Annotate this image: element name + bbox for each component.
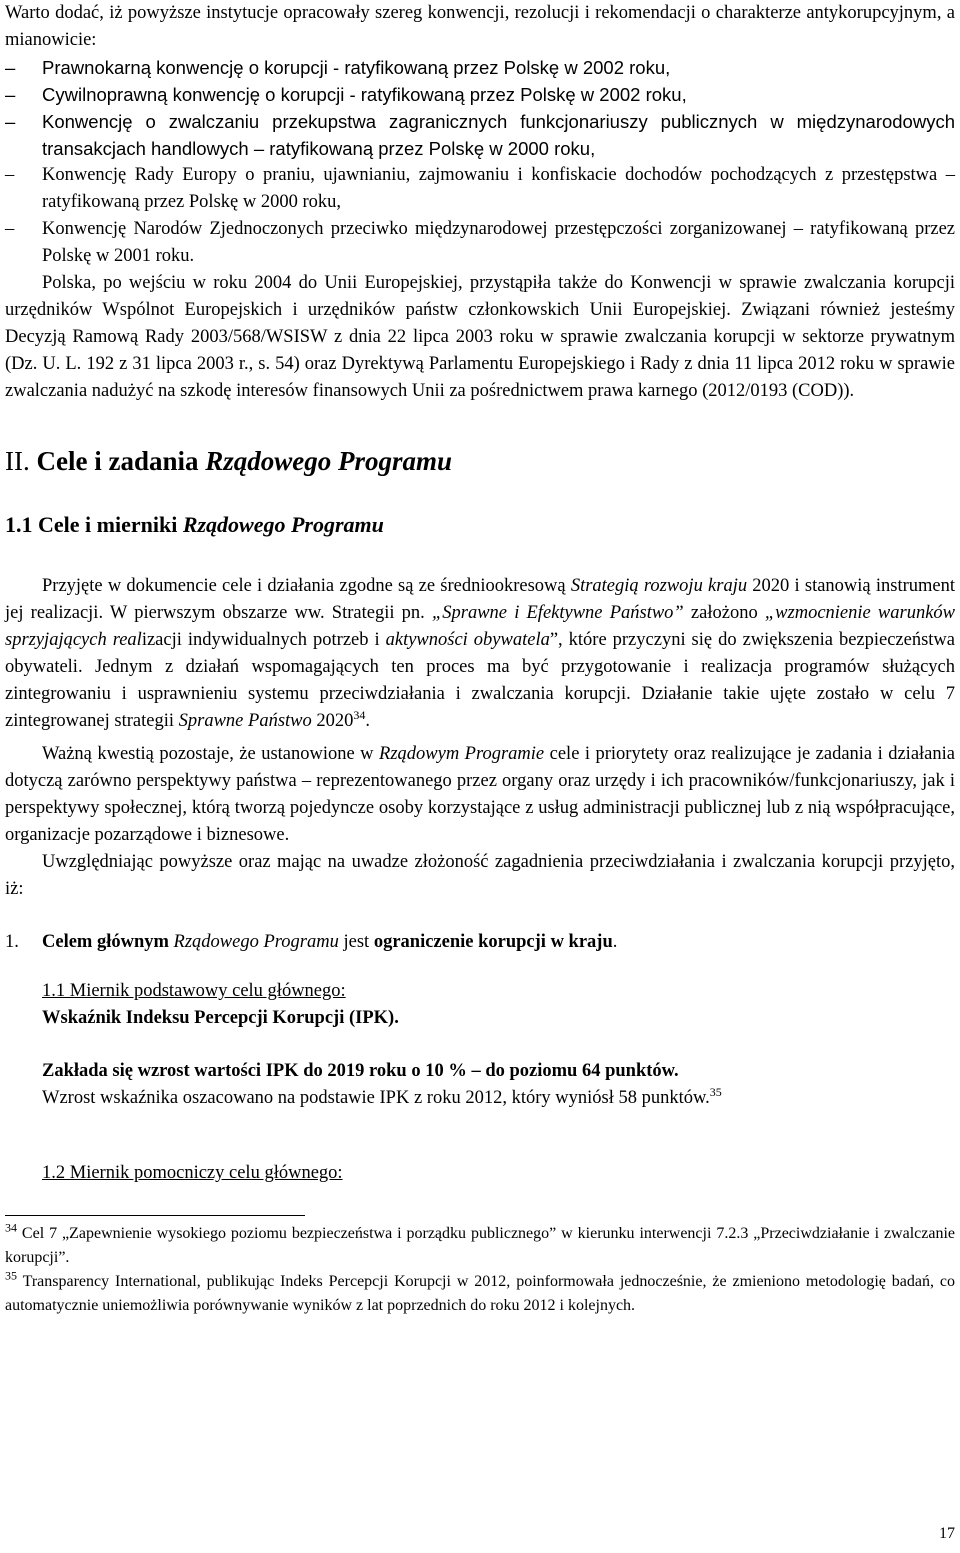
dash-marker: – — [5, 111, 16, 132]
footnote: $^{34}$ Cel 7 „Zapewnienie wysokiego poziomu bezpieczeństwa i porządku publicznego” w kierunku interwencji 7.2.3 „Przeciwdziałanie i zwalczanie korupcji”. — [5, 1220, 955, 1266]
conventions-list — [5, 54, 955, 270]
list-item: – Prawnokarną konwencję o korupcji - ratyfikowaną przez Polskę w 2002 roku, — [5, 54, 955, 81]
intro-paragraph: Warto dodać, iż powyższe instytucje opracowały szereg konwencji, rezolucji i rekomendacji o charakterze antykorupcyjnym, a mianowicie: — [5, 3, 955, 50]
measure-1-2-label: 1.2 Miernik pomocniczy celu głównego: — [42, 1163, 343, 1183]
strategy-paragraph: Przyjęte w dokumencie cele i działania zgodne są ze średniookresową Strategią rozwoju kraju 2020 i stanowią instrument jej realizacji. W pierwszym obszarze ww. Strategii pn. „Sprawne i Efektywne Państwo” założono „wzmocnienie warunków sprzyjających realizacji indywidualnych potrzeb i aktywności obywatela”, które przyczyni się do zwiększenia bezpieczeństwa obywateli. Jednym z działań wspomagających ten proces ma być przygotowanie i realizacja programów służących zintegrowaniu i usprawnieniu systemu przeciwdziałania i zwalczania korupcji. Działanie takie ujęte zostało w celu 7 zintegrowanej strategii Sprawne Państwo 2020$^{34}$. — [5, 576, 956, 731]
footnote-ref: 35 — [709, 1084, 722, 1099]
dash-marker: – — [5, 219, 15, 239]
measure-1-1 — [5, 978, 955, 1187]
section-heading-2: II. Cele i zadania Rządowego Programu — [5, 446, 453, 476]
page-number: 17 — [939, 1525, 955, 1542]
measure-1-1-name: Wskaźnik Indeksu Percepcji Korupcji (IPK). — [42, 1008, 399, 1028]
dash-marker: – — [5, 84, 16, 105]
list-item: – Konwencję Narodów Zjednoczonych przeciwko międzynarodowej przestępczości zorganizowanej – ratyfikowaną przez Polskę w 2001 roku. — [5, 216, 955, 270]
list-item: – Cywilnoprawną konwencję o korupcji - ratyfikowaną przez Polskę w 2002 roku, — [5, 81, 955, 108]
footnotes — [5, 1222, 955, 1318]
list-item: – Konwencję Rady Europy o praniu, ujawnianiu, zajmowaniu i konfiskacie dochodów pochodzących z przestępstwa – ratyfikowaną przez Polskę w 2000 roku, — [5, 162, 955, 216]
conclusion-paragraph: Uwzględniając powyższe oraz mając na uwadze złożoność zagadnienia przeciwdziałania i zwalczania korupcji przyjęto, iż: — [5, 852, 955, 899]
footnote-ref: 34 — [353, 707, 366, 722]
list-item: – Konwencję o zwalczaniu przekupstwa zagranicznych funkcjonariuszy publicznych w międzynarodowych transakcjach handlowych – ratyfikowaną przez Polskę w 2000 roku, — [5, 108, 955, 162]
document-page — [5, 0, 955, 1318]
section-heading-2-1: 1.1 Cele i mierniki Rządowego Programu — [5, 512, 384, 537]
footnote: $^{35}$ Transparency International, publikując Indeks Percepcji Korupcji w 2012, poinformowała jednocześnie, że zmieniono metodologię badań, co automatycznie uniemożliwia porównywanie wyników z lat poprzednich do roku 2012 i kolejnych. — [5, 1268, 955, 1314]
dash-marker: – — [5, 165, 15, 185]
main-goal: 1. Celem głównym Rządowego Programu jest ograniczenie korupcji w kraju. — [5, 932, 618, 952]
eu-paragraph: Polska, po wejściu w roku 2004 do Unii Europejskiej, przystąpiła także do Konwencji w sprawie zwalczania korupcji urzędników Wspólnot Europejskich i urzędników państw członkowskich Unii Europejskiej. Związani również jesteśmy Decyzją Ramową Rady 2003/568/WSISW z dnia 22 lipca 2003 roku w sprawie zwalczania korupcji w sektorze prywatnym (Dz. U. L. 192 z 31 lipca 2003 r., s. 54) oraz Dyrektywą Parlamentu Europejskiego i Rady z dnia 11 lipca 2012 roku w sprawie zwalczania nadużyć na szkodę interesów finansowych Unii za pośrednictwem prawa karnego (2012/0193 (COD)). — [5, 273, 955, 401]
dash-marker: – — [5, 57, 16, 78]
measure-1-1-label: 1.1 Miernik podstawowy celu głównego: — [42, 981, 346, 1001]
measure-1-1-target: Zakłada się wzrost wartości IPK do 2019 roku o 10 % – do poziomu 64 punktów. — [42, 1061, 679, 1081]
measure-1-1-note: Wzrost wskaźnika oszacowano na podstawie IPK z roku 2012, który wyniósł 58 punktów.$^{35}$ — [42, 1084, 722, 1108]
footnote-divider — [5, 1215, 305, 1216]
priorities-paragraph: Ważną kwestią pozostaje, że ustanowione w Rządowym Programie cele i priorytety oraz realizujące je zadania i działania dotyczą zarówno perspektywy państwa – reprezentowanego przez organy oraz urzędy i ich pracowników/funkcjonariuszy, jak i perspektywy społecznej, którą tworzą pojedyncze osoby korzystające z usług administracji publicznej lub z nią współpracujące, organizacje pozarządowe i biznesowe. — [5, 744, 955, 845]
